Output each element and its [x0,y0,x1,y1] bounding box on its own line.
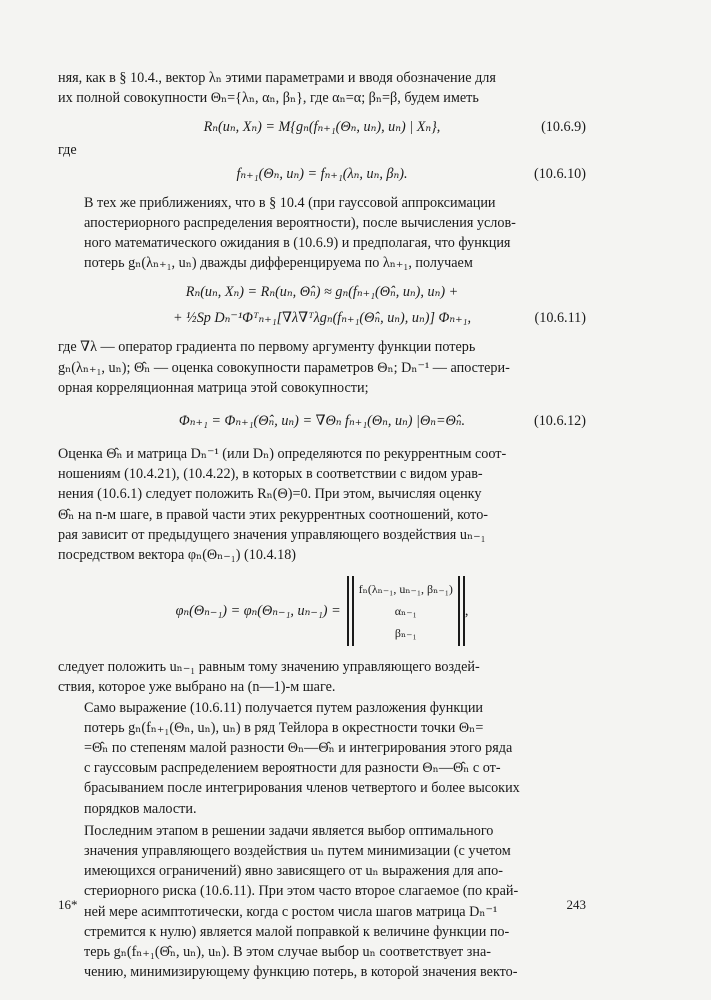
text-line: значения управляющего воздействия uₙ путем минимизации (с учетом [84,843,511,860]
equation-body: + ½Sp Dₙ⁻¹Φᵀₙ₊₁[∇λ∇ᵀλgₙ(fₙ₊₁(Θ̂ₙ, uₙ), uₙ)] Φₙ₊₁, [172,310,472,327]
vector-row: fₙ(λₙ₋₁, uₙ₋₁, βₙ₋₁) [358,582,453,597]
equation-body: Φₙ₊₁ = Φₙ₊₁(Θ̂ₙ, uₙ) = ∇Θₙ fₙ₊₁(Θₙ, uₙ) |Θₙ=Θ̂ₙ. [178,413,466,430]
vector-row: αₙ₋₁ [394,604,417,619]
equation-number: (10.6.11) [534,310,586,327]
text-line: Θ̂ₙ на n-м шаге, в правой части этих рекуррентных соотношений, кото- [58,506,489,523]
paragraph-4 [58,444,586,565]
paragraph-5 [58,657,586,697]
text-line: ношениям (10.4.21), (10.4.22), в которых в соответствии с видом урав- [58,466,483,483]
equation-body: Rₙ(uₙ, Xₙ) = Rₙ(uₙ, Θ̂ₙ) ≈ gₙ(fₙ₊₁(Θ̂ₙ, uₙ), uₙ) + [185,284,459,301]
text-line: потерь gₙ(λₙ₊₁, uₙ) дважды дифференцируема по λₙ₊₁, получаем [84,255,473,272]
equation-number: (10.6.10) [533,165,586,182]
text-line: ствия, которое уже выбрано на (n—1)-м шаге. [58,679,336,696]
equation-10-6-11-line2 [58,305,586,331]
equation-lhs: φₙ(Θₙ₋₁) = φₙ(Θₙ₋₁, uₙ₋₁) = [175,603,341,620]
text-line: няя, как в § 10.4., вектор λₙ этими параметрами и вводя обозначение для [58,70,496,86]
paragraph-2 [58,193,586,274]
text-line: посредством вектора φₙ(Θₙ₋₁) (10.4.18) [58,547,297,564]
text-line: нения (10.6.1) следует положить Rₙ(Θ)=0. При этом, вычисляя оценку [58,486,482,503]
text-line: брасыванием после интегрирования членов четвертого и более высоких [84,780,520,797]
text-line: стериорного риска (10.6.11). При этом часто второе слагаемое (по край- [84,883,519,900]
text-line: порядков малости. [84,800,197,817]
text-line: потерь gₙ(fₙ₊₁(Θₙ, uₙ), uₙ) в ряд Тейлора в окрестности точки Θₙ= [84,719,484,736]
text-line: орная корреляционная матрица этой совокупности; [58,379,369,396]
text-line: с гауссовым распределением вероятности для разности Θₙ—Θ̂ₙ с от- [84,760,501,777]
page-footer [58,897,586,913]
text-line: терь gₙ(fₙ₊₁(Θ̂ₙ, uₙ), uₙ). В этом случае выбор uₙ соответствует зна- [84,944,491,961]
text-line: gₙ(λₙ₊₁, uₙ); Θ̂ₙ — оценка совокупности параметров Θₙ; Dₙ⁻¹ — апостери- [58,359,510,376]
text-line: В тех же приближениях, что в § 10.4 (при гауссовой аппроксимации [84,194,496,211]
text-line: имеющихся ограничений) явно зависящего от uₙ выражения для апо- [84,863,503,880]
equation-tail: , [464,603,469,620]
text-line: Само выражение (10.6.11) получается путем разложения функции [84,699,484,716]
text-line: следует положить uₙ₋₁ равным тому значению управляющего воздей- [58,659,480,676]
equation-phi-matrix [58,565,586,657]
equation-number: (10.6.9) [541,119,586,136]
text-line: Последним этапом в решении задачи является выбор оптимального [84,822,494,839]
text-line: Оценка Θ̂ₙ и матрица Dₙ⁻¹ (или Dₙ) определяются по рекуррентным соот- [58,446,507,463]
text-line: рая зависит от предыдущего значения управляющего воздействия uₙ₋₁ [58,526,486,543]
equation-10-6-9 [58,114,586,140]
equation-body: Rₙ(uₙ, Xₙ) = M{gₙ(fₙ₊₁(Θₙ, uₙ), uₙ) | Xₙ}, [203,119,441,136]
vector-row: βₙ₋₁ [394,626,417,641]
equation-10-6-12 [58,408,586,434]
text-line: стремится к нулю) является малой поправкой к величине функции по- [84,923,510,940]
text-line: чению, минимизирующему функцию потерь, в которой значения векто- [84,964,518,981]
text-line: где ∇λ — оператор градиента по первому аргументу функции потерь [58,339,476,356]
column-vector [347,576,465,646]
page-body [58,68,586,983]
text-line: ного математического ожидания в (10.6.9) и предполагая, что функция [84,235,511,252]
equation-10-6-11-line1 [58,279,586,305]
equation-10-6-10 [58,161,586,187]
text-line: их полной совокупности Θₙ={λₙ, αₙ, βₙ}, где αₙ=α; βₙ=β, будем иметь [58,90,479,107]
paragraph-1 [58,68,586,108]
equation-number: (10.6.12) [533,413,586,430]
where-label: где [58,142,77,159]
text-line: ней мере асимптотически, когда с ростом числа шагов матрица Dₙ⁻¹ [84,903,498,920]
signature-mark: 16* [58,897,78,912]
text-line: апостериорного распределения вероятности), после вычисления услов- [84,214,516,231]
paragraph-3 [58,337,586,398]
text-line: =Θ̂ₙ по степеням малой разности Θₙ—Θ̂ₙ и интегрирования этого ряда [84,740,513,757]
paragraph-6 [58,698,586,819]
equation-body: fₙ₊₁(Θₙ, uₙ) = fₙ₊₁(λₙ, uₙ, βₙ). [236,165,408,182]
page-number: 243 [566,897,586,912]
